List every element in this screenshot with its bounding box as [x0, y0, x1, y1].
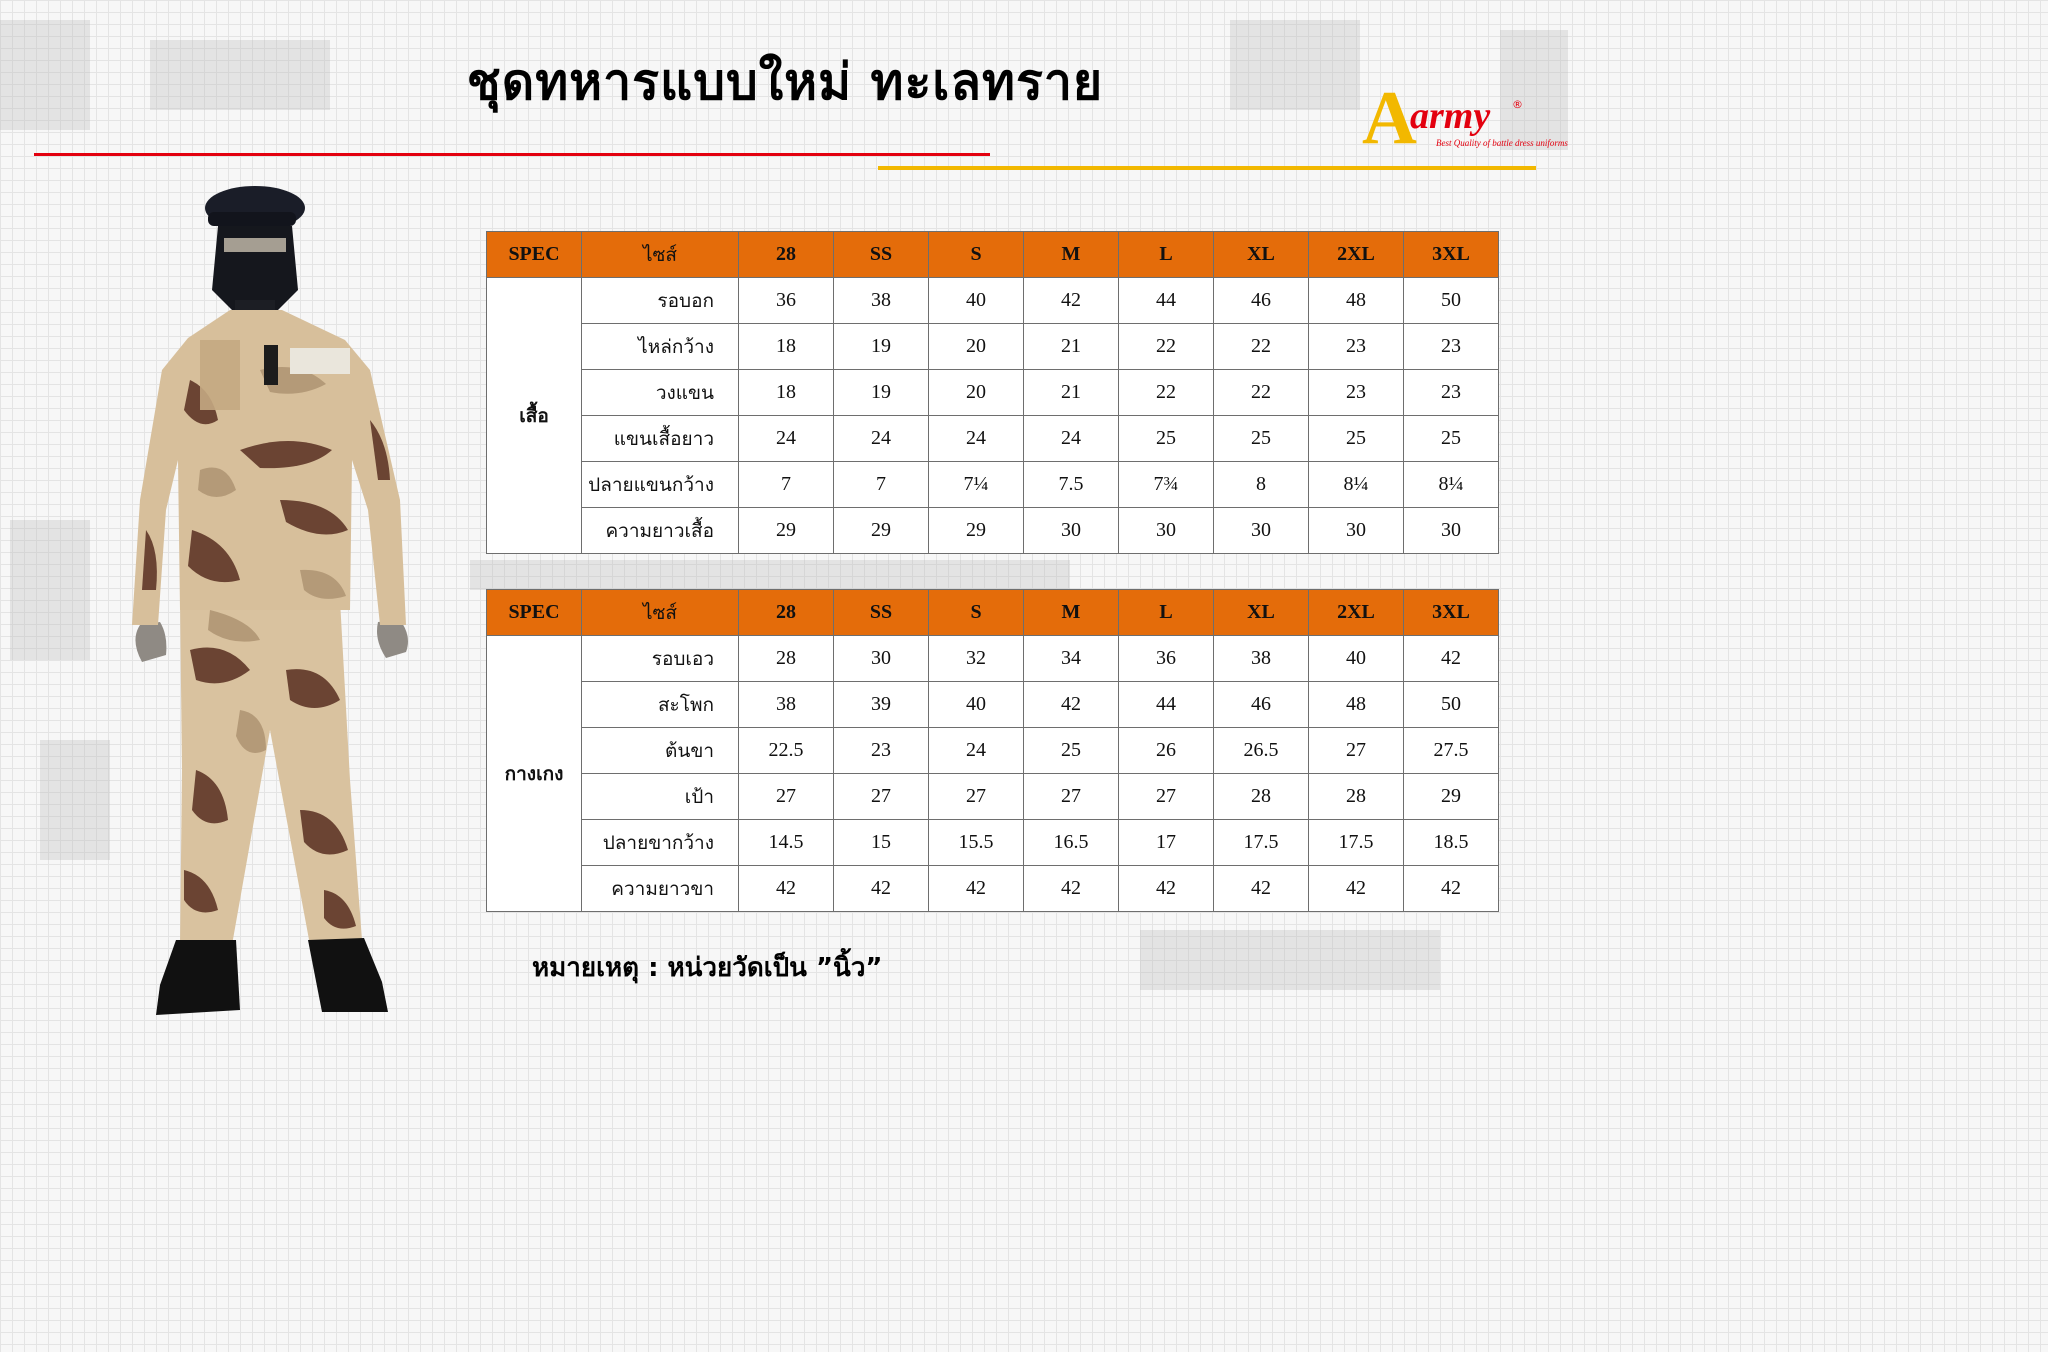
table-row	[487, 636, 1499, 682]
table-cell: 28	[739, 636, 834, 682]
table-cell: 18	[739, 370, 834, 416]
table-row	[487, 866, 1499, 912]
table-cell: 27	[1024, 774, 1119, 820]
table-cell: 46	[1214, 682, 1309, 728]
logo-registered-mark: ®	[1512, 98, 1523, 111]
table-cell: 27	[739, 774, 834, 820]
logo-wordmark: army	[1410, 95, 1491, 137]
table-cell: 30	[834, 636, 929, 682]
table-cell: 24	[929, 728, 1024, 774]
header-size: ไซส์	[582, 590, 739, 636]
header-xl: XL	[1214, 232, 1309, 278]
table-row	[487, 278, 1499, 324]
table-row	[487, 370, 1499, 416]
header-xl: XL	[1214, 590, 1309, 636]
table-cell: 22	[1214, 370, 1309, 416]
table-row	[487, 508, 1499, 554]
table-cell: 42	[1404, 636, 1499, 682]
table-cell: 23	[1309, 370, 1404, 416]
table-cell: 15	[834, 820, 929, 866]
table-cell: 42	[1404, 866, 1499, 912]
camo-background-patch	[470, 560, 1070, 590]
row-label: รอบเอว	[582, 636, 739, 682]
header-3xl: 3XL	[1404, 232, 1499, 278]
header-s: S	[929, 590, 1024, 636]
table-cell: 42	[1024, 682, 1119, 728]
table-header-row	[487, 232, 1499, 278]
table-cell: 30	[1309, 508, 1404, 554]
table-cell: 23	[1309, 324, 1404, 370]
category-cell: กางเกง	[487, 636, 582, 912]
table-cell: 8	[1214, 462, 1309, 508]
table-cell: 38	[1214, 636, 1309, 682]
table-cell: 25	[1024, 728, 1119, 774]
table-row	[487, 728, 1499, 774]
table-cell: 32	[929, 636, 1024, 682]
table-cell: 16.5	[1024, 820, 1119, 866]
header-28: 28	[739, 590, 834, 636]
table-cell: 42	[1024, 278, 1119, 324]
row-label: สะโพก	[582, 682, 739, 728]
header-s: S	[929, 232, 1024, 278]
table-cell: 50	[1404, 682, 1499, 728]
row-label: รอบอก	[582, 278, 739, 324]
table-cell: 18.5	[1404, 820, 1499, 866]
page-title: ชุดทหารแบบใหม่ ทะเลทราย	[466, 53, 1104, 111]
table-cell: 24	[929, 416, 1024, 462]
table-cell: 42	[1024, 866, 1119, 912]
table-cell: 7¾	[1119, 462, 1214, 508]
table-cell: 29	[929, 508, 1024, 554]
table-cell: 42	[929, 866, 1024, 912]
table-cell: 42	[834, 866, 929, 912]
table-cell: 19	[834, 370, 929, 416]
header-m: M	[1024, 232, 1119, 278]
table-cell: 48	[1309, 278, 1404, 324]
table-cell: 23	[834, 728, 929, 774]
table-cell: 42	[1309, 866, 1404, 912]
table-cell: 27	[1119, 774, 1214, 820]
table-cell: 44	[1119, 278, 1214, 324]
table-cell: 44	[1119, 682, 1214, 728]
table-cell: 23	[1404, 324, 1499, 370]
category-cell: เสื้อ	[487, 278, 582, 554]
row-label: วงแขน	[582, 370, 739, 416]
header-2xl: 2XL	[1309, 232, 1404, 278]
row-label: ปลายขากว้าง	[582, 820, 739, 866]
table-cell: 20	[929, 324, 1024, 370]
table-cell: 21	[1024, 370, 1119, 416]
table-cell: 28	[1214, 774, 1309, 820]
table-row	[487, 324, 1499, 370]
unit-note: หมายเหตุ : หน่วยวัดเป็น ”นิ้ว”	[532, 953, 883, 983]
table-cell: 29	[739, 508, 834, 554]
table-cell: 18	[739, 324, 834, 370]
header-size: ไซส์	[582, 232, 739, 278]
logo-tagline: Best Quality of battle dress uniforms	[1436, 138, 1568, 148]
header-m: M	[1024, 590, 1119, 636]
row-label: ไหล่กว้าง	[582, 324, 739, 370]
table-cell: 40	[1309, 636, 1404, 682]
table-cell: 38	[834, 278, 929, 324]
table-cell: 24	[1024, 416, 1119, 462]
table-cell: 48	[1309, 682, 1404, 728]
header-spec: SPEC	[487, 590, 582, 636]
logo-letter: A	[1362, 76, 1417, 160]
red-divider-line	[34, 153, 990, 156]
table-cell: 27	[1309, 728, 1404, 774]
header-l: L	[1119, 590, 1214, 636]
table-cell: 21	[1024, 324, 1119, 370]
aarmy-logo	[1362, 76, 1568, 160]
table-row	[487, 820, 1499, 866]
table-cell: 36	[1119, 636, 1214, 682]
camo-background-patch	[1140, 930, 1440, 990]
table-cell: 27	[929, 774, 1024, 820]
table-row	[487, 416, 1499, 462]
table-cell: 25	[1119, 416, 1214, 462]
header-ss: SS	[834, 232, 929, 278]
row-label: เป้า	[582, 774, 739, 820]
table-cell: 38	[739, 682, 834, 728]
table-cell: 36	[739, 278, 834, 324]
header-spec: SPEC	[487, 232, 582, 278]
table-cell: 7	[834, 462, 929, 508]
table-cell: 27.5	[1404, 728, 1499, 774]
table-cell: 22	[1214, 324, 1309, 370]
table-cell: 26	[1119, 728, 1214, 774]
table-cell: 29	[834, 508, 929, 554]
table-cell: 25	[1404, 416, 1499, 462]
table-cell: 24	[834, 416, 929, 462]
row-label: ความยาวเสื้อ	[582, 508, 739, 554]
table-cell: 30	[1404, 508, 1499, 554]
table-row	[487, 462, 1499, 508]
table-cell: 40	[929, 278, 1024, 324]
table-cell: 42	[1119, 866, 1214, 912]
table-cell: 30	[1119, 508, 1214, 554]
header-2xl: 2XL	[1309, 590, 1404, 636]
table-cell: 29	[1404, 774, 1499, 820]
table-cell: 24	[739, 416, 834, 462]
row-label: ความยาวขา	[582, 866, 739, 912]
shirt-size-table	[486, 231, 1499, 554]
table-cell: 17	[1119, 820, 1214, 866]
camo-background-patch	[0, 20, 90, 130]
header-ss: SS	[834, 590, 929, 636]
table-cell: 8¼	[1404, 462, 1499, 508]
yellow-divider-line	[878, 166, 1536, 170]
table-cell: 39	[834, 682, 929, 728]
table-cell: 30	[1214, 508, 1309, 554]
table-cell: 28	[1309, 774, 1404, 820]
table-cell: 42	[739, 866, 834, 912]
table-cell: 17.5	[1214, 820, 1309, 866]
camo-background-patch	[10, 520, 90, 660]
row-label: ปลายแขนกว้าง	[582, 462, 739, 508]
pants-size-table	[486, 589, 1499, 912]
table-cell: 25	[1214, 416, 1309, 462]
table-header-row	[487, 590, 1499, 636]
table-cell: 23	[1404, 370, 1499, 416]
table-cell: 50	[1404, 278, 1499, 324]
table-cell: 17.5	[1309, 820, 1404, 866]
table-cell: 22.5	[739, 728, 834, 774]
table-cell: 8¼	[1309, 462, 1404, 508]
table-cell: 46	[1214, 278, 1309, 324]
table-cell: 27	[834, 774, 929, 820]
table-cell: 7¼	[929, 462, 1024, 508]
table-cell: 34	[1024, 636, 1119, 682]
table-cell: 25	[1309, 416, 1404, 462]
uniform-model-image	[100, 170, 450, 1030]
table-cell: 30	[1024, 508, 1119, 554]
header-28: 28	[739, 232, 834, 278]
row-label: แขนเสื้อยาว	[582, 416, 739, 462]
table-cell: 7.5	[1024, 462, 1119, 508]
table-cell: 22	[1119, 324, 1214, 370]
table-row	[487, 682, 1499, 728]
table-cell: 7	[739, 462, 834, 508]
table-cell: 26.5	[1214, 728, 1309, 774]
table-cell: 15.5	[929, 820, 1024, 866]
row-label: ต้นขา	[582, 728, 739, 774]
table-cell: 22	[1119, 370, 1214, 416]
table-cell: 20	[929, 370, 1024, 416]
table-cell: 42	[1214, 866, 1309, 912]
table-cell: 40	[929, 682, 1024, 728]
table-cell: 14.5	[739, 820, 834, 866]
header-l: L	[1119, 232, 1214, 278]
header-3xl: 3XL	[1404, 590, 1499, 636]
table-row	[487, 774, 1499, 820]
camo-background-patch	[150, 40, 330, 110]
table-cell: 19	[834, 324, 929, 370]
